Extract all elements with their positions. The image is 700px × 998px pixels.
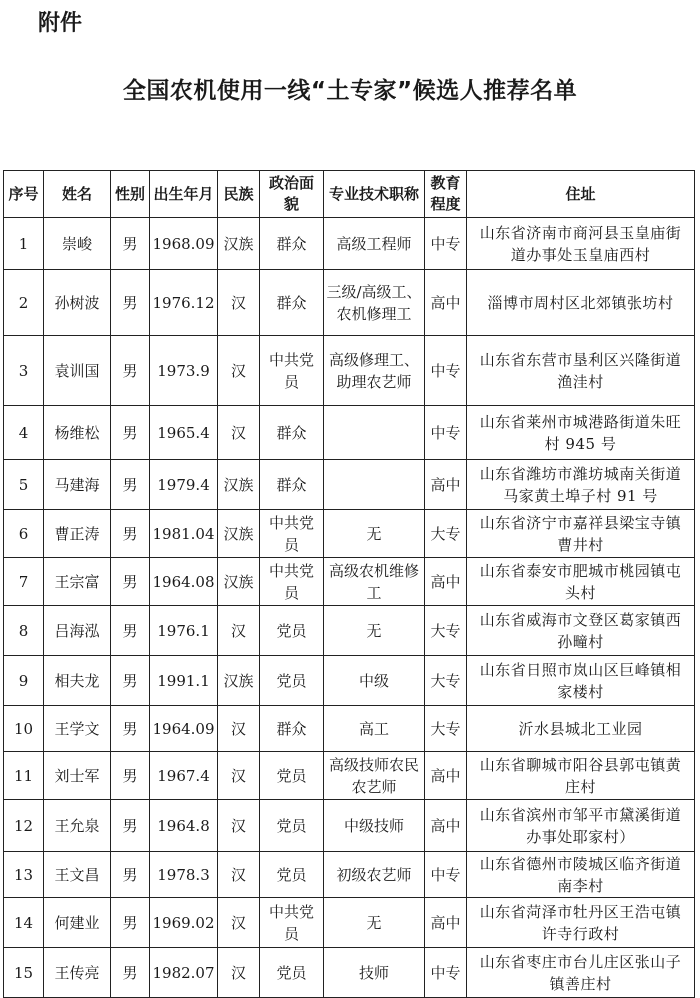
cell-name: 袁训国 [44,336,111,406]
cell-title: 高级工程师 [324,218,425,270]
cell-name: 曹正涛 [44,510,111,558]
cell-name: 马建海 [44,460,111,510]
cell-birth: 1973.9 [150,336,218,406]
col-header-title: 专业技术职称 [324,171,425,218]
cell-political: 中共党员 [260,898,324,948]
cell-political: 中共党员 [260,336,324,406]
cell-birth: 1982.07 [150,948,218,998]
col-header-index: 序号 [4,171,44,218]
cell-ethnicity: 汉 [218,270,260,336]
cell-education: 高中 [425,898,467,948]
cell-education: 中专 [425,948,467,998]
cell-index: 5 [4,460,44,510]
cell-education: 中专 [425,852,467,898]
cell-birth: 1969.02 [150,898,218,948]
cell-ethnicity: 汉 [218,948,260,998]
table-header-row [4,171,695,218]
cell-ethnicity: 汉族 [218,510,260,558]
cell-gender: 男 [111,656,150,706]
cell-index: 15 [4,948,44,998]
cell-gender: 男 [111,336,150,406]
cell-index: 3 [4,336,44,406]
table-row [4,406,695,460]
col-header-birth: 出生年月 [150,171,218,218]
cell-education: 高中 [425,270,467,336]
col-header-name: 姓名 [44,171,111,218]
cell-name: 王文昌 [44,852,111,898]
cell-political: 群众 [260,270,324,336]
col-header-address: 住址 [467,171,695,218]
cell-address: 山东省德州市陵城区临齐街道南李村 [467,852,695,898]
cell-ethnicity: 汉 [218,606,260,656]
cell-name: 刘士军 [44,752,111,800]
cell-ethnicity: 汉族 [218,656,260,706]
cell-birth: 1991.1 [150,656,218,706]
cell-address: 山东省日照市岚山区巨峰镇相家楼村 [467,656,695,706]
cell-title: 初级农艺师 [324,852,425,898]
cell-address: 山东省滨州市邹平市黛溪街道办事处耶家村） [467,800,695,852]
cell-index: 1 [4,218,44,270]
cell-address: 沂水县城北工业园 [467,706,695,752]
cell-title: 技师 [324,948,425,998]
table-row [4,270,695,336]
cell-name: 孙树波 [44,270,111,336]
cell-political: 党员 [260,606,324,656]
cell-name: 王允泉 [44,800,111,852]
col-header-ethnicity: 民族 [218,171,260,218]
cell-gender: 男 [111,510,150,558]
cell-address: 淄博市周村区北郊镇张坊村 [467,270,695,336]
cell-title: 高级农机维修工 [324,558,425,606]
cell-title [324,406,425,460]
cell-gender: 男 [111,460,150,510]
cell-index: 2 [4,270,44,336]
cell-birth: 1979.4 [150,460,218,510]
cell-name: 王宗富 [44,558,111,606]
cell-birth: 1965.4 [150,406,218,460]
cell-education: 大专 [425,606,467,656]
cell-title: 中级 [324,656,425,706]
cell-address: 山东省济南市商河县玉皇庙街道办事处玉皇庙西村 [467,218,695,270]
cell-index: 7 [4,558,44,606]
cell-ethnicity: 汉族 [218,218,260,270]
cell-ethnicity: 汉 [218,800,260,852]
cell-name: 何建业 [44,898,111,948]
cell-name: 吕海泓 [44,606,111,656]
cell-education: 中专 [425,336,467,406]
cell-title [324,460,425,510]
cell-ethnicity: 汉 [218,706,260,752]
cell-political: 党员 [260,948,324,998]
cell-title: 无 [324,510,425,558]
cell-education: 中专 [425,406,467,460]
cell-gender: 男 [111,948,150,998]
cell-education: 大专 [425,706,467,752]
cell-title: 无 [324,606,425,656]
table-row [4,606,695,656]
cell-political: 群众 [260,460,324,510]
cell-education: 大专 [425,656,467,706]
cell-name: 王传亮 [44,948,111,998]
cell-ethnicity: 汉 [218,752,260,800]
cell-education: 高中 [425,460,467,510]
attachment-label: 附件 [38,11,83,36]
col-header-gender: 性别 [111,171,150,218]
cell-political: 党员 [260,800,324,852]
cell-index: 12 [4,800,44,852]
cell-name: 杨维松 [44,406,111,460]
cell-gender: 男 [111,706,150,752]
cell-name: 崇峻 [44,218,111,270]
cell-title: 高级技师农民农艺师 [324,752,425,800]
cell-political: 党员 [260,852,324,898]
cell-gender: 男 [111,898,150,948]
cell-education: 高中 [425,752,467,800]
table-row [4,752,695,800]
cell-title: 三级/高级工、农机修理工 [324,270,425,336]
cell-gender: 男 [111,800,150,852]
cell-gender: 男 [111,852,150,898]
table-row [4,336,695,406]
table-row [4,460,695,510]
cell-political: 群众 [260,218,324,270]
cell-index: 9 [4,656,44,706]
cell-title: 高级修理工、助理农艺师 [324,336,425,406]
cell-education: 高中 [425,558,467,606]
cell-birth: 1964.09 [150,706,218,752]
table-row [4,948,695,998]
cell-address: 山东省济宁市嘉祥县梁宝寺镇曹井村 [467,510,695,558]
cell-address: 山东省东营市垦利区兴隆街道渔洼村 [467,336,695,406]
cell-education: 大专 [425,510,467,558]
cell-index: 10 [4,706,44,752]
table-row [4,510,695,558]
cell-education: 中专 [425,218,467,270]
cell-ethnicity: 汉 [218,406,260,460]
cell-address: 山东省莱州市城港路街道朱旺村 945 号 [467,406,695,460]
cell-ethnicity: 汉 [218,336,260,406]
candidate-table [3,170,695,998]
cell-political: 中共党员 [260,510,324,558]
cell-gender: 男 [111,752,150,800]
cell-name: 相夫龙 [44,656,111,706]
cell-address: 山东省菏泽市牡丹区王浩屯镇许寺行政村 [467,898,695,948]
table-row [4,852,695,898]
cell-ethnicity: 汉族 [218,558,260,606]
cell-birth: 1964.8 [150,800,218,852]
cell-birth: 1968.09 [150,218,218,270]
table-row [4,800,695,852]
cell-gender: 男 [111,270,150,336]
cell-gender: 男 [111,218,150,270]
cell-title: 高工 [324,706,425,752]
cell-birth: 1978.3 [150,852,218,898]
cell-index: 11 [4,752,44,800]
cell-address: 山东省潍坊市潍坊城南关街道马家黄土埠子村 91 号 [467,460,695,510]
col-header-education: 教育程度 [425,171,467,218]
table-row [4,656,695,706]
cell-birth: 1976.1 [150,606,218,656]
table-row [4,898,695,948]
cell-title: 无 [324,898,425,948]
cell-birth: 1964.08 [150,558,218,606]
cell-political: 党员 [260,656,324,706]
cell-political: 中共党员 [260,558,324,606]
cell-birth: 1981.04 [150,510,218,558]
cell-name: 王学文 [44,706,111,752]
cell-address: 山东省聊城市阳谷县郭屯镇黄庄村 [467,752,695,800]
cell-address: 山东省枣庄市台儿庄区张山子镇善庄村 [467,948,695,998]
cell-political: 群众 [260,406,324,460]
cell-birth: 1967.4 [150,752,218,800]
col-header-political: 政治面貌 [260,171,324,218]
table-row [4,558,695,606]
cell-index: 13 [4,852,44,898]
table-row [4,706,695,752]
cell-title: 中级技师 [324,800,425,852]
cell-birth: 1976.12 [150,270,218,336]
cell-political: 党员 [260,752,324,800]
cell-index: 6 [4,510,44,558]
cell-political: 群众 [260,706,324,752]
cell-ethnicity: 汉 [218,898,260,948]
cell-gender: 男 [111,406,150,460]
cell-ethnicity: 汉 [218,852,260,898]
cell-gender: 男 [111,558,150,606]
cell-index: 4 [4,406,44,460]
cell-gender: 男 [111,606,150,656]
table-row [4,218,695,270]
cell-index: 14 [4,898,44,948]
cell-address: 山东省威海市文登区葛家镇西孙疃村 [467,606,695,656]
cell-index: 8 [4,606,44,656]
cell-ethnicity: 汉族 [218,460,260,510]
cell-education: 高中 [425,800,467,852]
cell-address: 山东省泰安市肥城市桃园镇屯头村 [467,558,695,606]
page-title: 全国农机使用一线“土专家”候选人推荐名单 [122,78,578,104]
